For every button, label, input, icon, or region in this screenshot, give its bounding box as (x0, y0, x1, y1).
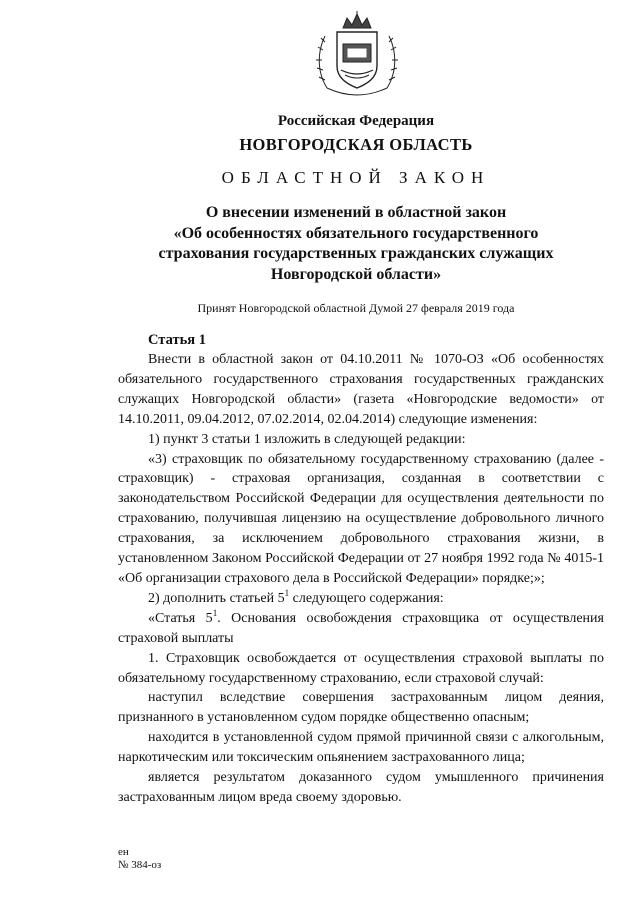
region-name: НОВГОРОДСКАЯ ОБЛАСТЬ (239, 135, 473, 154)
paragraph: 1. Страховщик освобождается от осуществления страховой выплаты по обязательному государственному страхованию, если страховой случай: (118, 650, 604, 686)
paragraph-text: следующего содержания: (289, 590, 444, 606)
paragraph-text: 2) дополнить статьей 5 (148, 590, 285, 606)
law-title-line: «Об особенностях обязательного государственного (173, 224, 539, 242)
superscript: 1 (212, 607, 218, 618)
paragraph: Внести в областной закон от 04.10.2011 № 1070-ОЗ «Об особенностях обязательного государственного страхования государственных гражданских служащих Новгородской области» (газета «Новгородские ведомости» от 14.10.2011, 09.04.2012, 07.02.2014, 02.04.2014) следующие изменения: (118, 352, 604, 427)
paragraph (118, 589, 604, 609)
article-heading: Статья 1 (148, 332, 206, 348)
law-title-line: страхования государственных гражданских служащих (158, 245, 554, 262)
law-title-line: О внесении изменений в областной закон (205, 204, 507, 221)
superscript: 1 (284, 587, 290, 598)
paragraph: находится в установленной судом прямой причинной связи с алкогольным, наркотическим или токсическим опьянением застрахованного лица; (118, 730, 604, 766)
adoption-note: Принят Новгородской областной Думой 27 февраля 2019 года (197, 301, 515, 315)
law-title-line: Новгородской области» (270, 265, 442, 283)
paragraph: является результатом доказанного судом умышленного причинения застрахованным лицом вреда своему здоровью. (118, 770, 604, 805)
coat-of-arms-emblem (313, 10, 401, 105)
country-name: Российская Федерация (277, 113, 435, 129)
document-number: № 384-оз (118, 859, 162, 871)
law-type: ОБЛАСТНОЙ ЗАКОН (221, 168, 491, 187)
paragraph-text: «Статья 5 (148, 610, 213, 626)
paragraph: наступил вследствие совершения застрахованным лицом деяния, признанного в установленном судом порядке общественно опасным; (118, 690, 604, 726)
paragraph (118, 609, 604, 649)
law-title (120, 203, 592, 285)
executor-initials: ен (118, 846, 129, 858)
paragraph-text: . Основания освобождения страховщика от осуществления страховой выплаты (118, 610, 604, 646)
article-body (118, 350, 604, 808)
paragraph: 1) пункт 3 статьи 1 изложить в следующей редакции: (148, 431, 466, 447)
footer-note (118, 846, 161, 872)
paragraph: «3) страховщик по обязательному государственному страхованию (далее - страховщик) - страховая организация, созданная в соответствии с законодательством Российской Федерации для осуществления деятельности по страхованию, получившая лицензию на осуществление добровольного личного страхования, за исключением добровольного страхования жизни, в установленном Законом Российской Федерации от 27 ноября 1992 года № 4015-1 «Об организации страхового дела в Российской Федерации» порядке;»; (118, 451, 604, 586)
